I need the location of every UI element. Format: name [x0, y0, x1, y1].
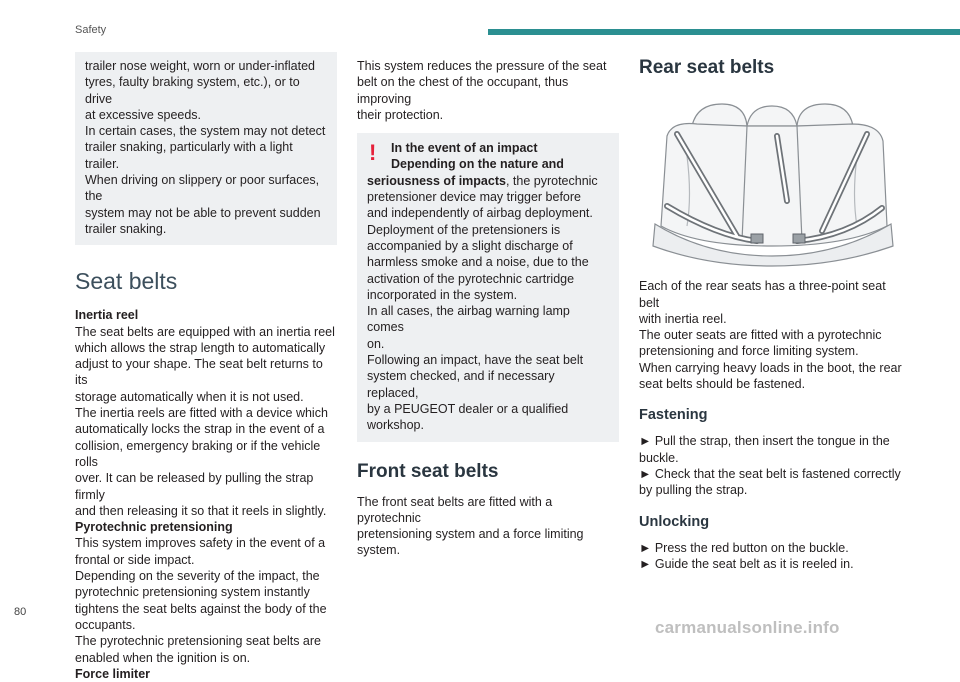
text-line: occupants. — [75, 617, 136, 632]
section-label: Safety — [75, 24, 107, 36]
text-line: The front seat belts are fitted with a pyrotechnic — [357, 494, 553, 525]
column-right — [639, 56, 907, 572]
column-left — [75, 52, 337, 682]
text-line: enabled when the ignition is on. — [75, 650, 251, 665]
text-line: collision, emergency braking or if the vehicle rolls — [75, 438, 321, 469]
inertia-heading: Inertia reel — [75, 308, 139, 323]
text-line: system. — [357, 543, 401, 558]
page-number: 80 — [14, 606, 27, 618]
text-line: Depending on the severity of the impact, the — [75, 569, 320, 584]
text-line: The outer seats are fitted with a pyrotechnic — [639, 328, 882, 343]
warning-line: and independently of airbag deployment. — [367, 206, 593, 221]
step-line: ► Pull the strap, then insert the tongue in the — [639, 434, 890, 449]
exclamation-icon: ! — [369, 140, 377, 166]
pyro-heading: Pyrotechnic pretensioning — [75, 520, 233, 535]
text-line: pyrotechnic pretensioning system instantly — [75, 585, 310, 600]
box-line: system may not be able to prevent sudden — [85, 205, 321, 220]
watermark: carmanualsonline.info — [655, 618, 840, 637]
text-line: Each of the rear seats has a three-point seat belt — [639, 279, 886, 310]
box-line: trailer snaking. — [85, 221, 167, 236]
impact-warning-box — [357, 133, 619, 441]
column-middle — [357, 58, 619, 559]
text-line: their protection. — [357, 107, 444, 122]
warning-line: Deployment of the pretensioners is — [367, 222, 561, 237]
warning-line: pretensioner device may trigger before — [367, 190, 582, 205]
text-line: This system reduces the pressure of the seat — [357, 59, 607, 73]
text-line: which allows the strap length to automatically — [75, 340, 326, 355]
rear-seat-illustration — [647, 96, 897, 266]
front-seat-belts-title: Front seat belts — [357, 460, 499, 482]
text-line: seat belts should be fastened. — [639, 377, 806, 392]
warning-text: , the pyrotechnic — [505, 173, 598, 188]
step-line: by pulling the strap. — [639, 483, 748, 498]
warning-emphasis: seriousness of impacts — [367, 173, 506, 188]
text-line: with inertia reel. — [639, 311, 727, 326]
section-title-seat-belts: Seat belts — [75, 268, 178, 295]
text-line: adjust to your shape. The seat belt returns to its — [75, 357, 323, 388]
box-line: tyres, faulty braking system, etc.), or to drive — [85, 75, 300, 106]
text-line: This system improves safety in the event of a — [75, 536, 326, 551]
warning-line: workshop. — [367, 418, 424, 433]
warning-line: on. — [367, 336, 385, 351]
step-line: buckle. — [639, 450, 679, 465]
warning-line — [367, 173, 609, 189]
trailer-note-box — [75, 52, 337, 245]
text-line: The seat belts are equipped with an inertia reel — [75, 324, 335, 339]
step-line: ► Check that the seat belt is fastened correctly — [639, 466, 901, 481]
warning-line: accompanied by a slight discharge of — [367, 238, 573, 253]
warning-heading: Depending on the nature and — [391, 157, 564, 172]
header-accent-bar — [488, 29, 960, 35]
unlocking-title: Unlocking — [639, 513, 710, 530]
box-line: trailer snaking, particularly with a light trailer. — [85, 140, 293, 171]
text-line: The pyrotechnic pretensioning seat belts are — [75, 634, 321, 649]
box-line: trailer nose weight, worn or under-inflated — [85, 59, 315, 73]
warning-line: Following an impact, have the seat belt — [367, 353, 584, 368]
warning-heading: In the event of an impact — [391, 141, 538, 156]
text-line: automatically locks the strap in the event of a — [75, 422, 325, 437]
text-line: tightens the seat belts against the body of the — [75, 601, 327, 616]
text-line: The inertia reels are fitted with a device which — [75, 406, 328, 421]
text-line: frontal or side impact. — [75, 552, 195, 567]
step-line: ► Guide the seat belt as it is reeled in. — [639, 556, 854, 571]
box-line: at excessive speeds. — [85, 107, 202, 122]
text-line: belt on the chest of the occupant, thus improving — [357, 75, 569, 106]
text-line: pretensioning and force limiting system. — [639, 344, 859, 359]
force-limiter-heading: Force limiter — [75, 666, 151, 681]
warning-line: In all cases, the airbag warning lamp comes — [367, 304, 570, 335]
warning-line: incorporated in the system. — [367, 287, 518, 302]
rear-seat-belts-title: Rear seat belts — [639, 57, 775, 78]
text-line: pretensioning system and a force limiting — [357, 527, 584, 542]
warning-line: by a PEUGEOT dealer or a qualified — [367, 401, 569, 416]
warning-line: activation of the pyrotechnic cartridge — [367, 271, 575, 286]
step-line: ► Press the red button on the buckle. — [639, 540, 849, 555]
fastening-title: Fastening — [639, 407, 708, 424]
text-line: When carrying heavy loads in the boot, the rear — [639, 360, 902, 375]
box-line: When driving on slippery or poor surfaces, the — [85, 173, 320, 204]
text-line: over. It can be released by pulling the strap firmly — [75, 471, 314, 502]
warning-line: system checked, and if necessary replaced, — [367, 369, 555, 400]
text-line: storage automatically when it is not used. — [75, 389, 304, 404]
box-line: In certain cases, the system may not detect — [85, 124, 326, 139]
text-line: and then releasing it so that it reels in slightly. — [75, 503, 327, 518]
warning-line: harmless smoke and a noise, due to the — [367, 255, 589, 270]
